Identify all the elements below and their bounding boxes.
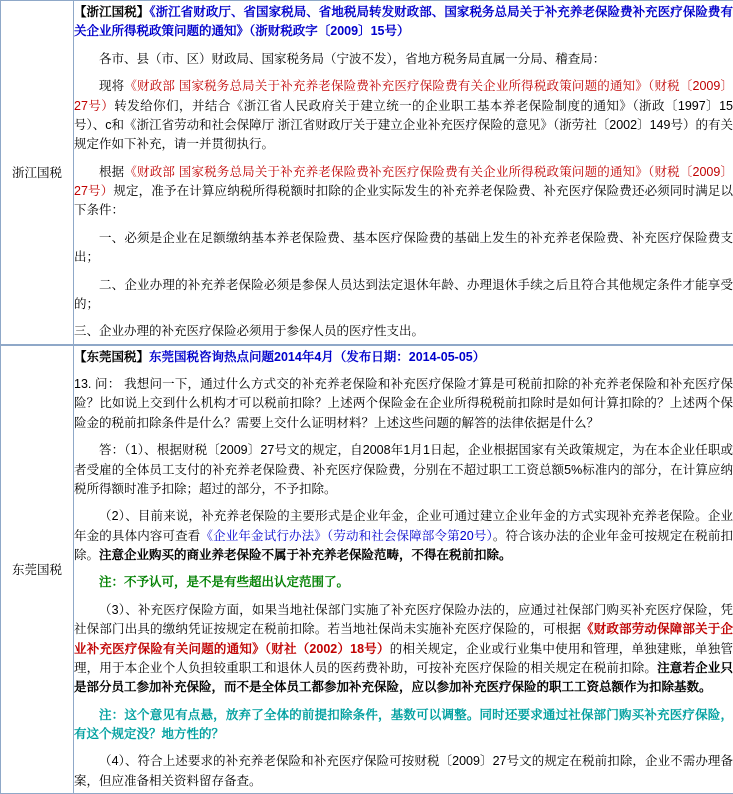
text-run: 的相关规定，企业或行业集中使用和管理，单独建账，单独管理，用于本企业个人负担较重职工和退休人员的医药费补助，可按补充医疗保险的相关规定在税前扣除。 bbox=[74, 642, 733, 675]
paragraph-list-dongguan bbox=[74, 375, 733, 791]
document-number: （浙财税政字〔2009〕15号） bbox=[249, 24, 409, 38]
paragraph bbox=[74, 706, 733, 745]
row-label-dongguan: 东莞国税 bbox=[1, 345, 74, 794]
text-run: 根据 bbox=[99, 165, 124, 179]
text-run: 13. 问： 我想问一下，通过什么方式交的补充养老保险和补充医疗保险才算是可税前扣除的补充养老保险和补充医疗保险？比如说上交到什么机构才可以税前扣除？上述两个保险金在企业所得税税前扣除时是如何计算扣除的？上述两个保险金的税前扣除条件是什么？需要上交什么证明材料？上述这些问题的解答的法律依据是什么？ bbox=[74, 377, 733, 430]
text-run: （4）、符合上述要求的补充养老保险和补充医疗保险可按财税〔2009〕27号文的规定在税前扣除，企业不需办理备案，但应准备相关资料留存备查。 bbox=[74, 754, 733, 787]
table-row bbox=[1, 1, 733, 345]
text-run: 注：不予认可，是不是有些超出认定范围了。 bbox=[99, 575, 349, 589]
text-run: 。符合该办法的企业年金可按规定在税前扣除。 bbox=[74, 529, 733, 562]
paragraph bbox=[74, 276, 733, 315]
paragraph bbox=[74, 50, 733, 69]
paragraph-list-zhejiang bbox=[74, 50, 733, 342]
text-run: 《财政部 国家税务总局关于补充养老保险费补充医疗保险费有关企业所得税政策问题的通知》（财税〔2009〕27号） bbox=[74, 165, 733, 198]
text-run: （3）、补充医疗保险方面，如果当地社保部门实施了补充医疗保险办法的，应通过社保部门购买补充医疗保险，凭社保部门出具的缴纳凭证按规定在税前扣除。若当地社保尚未实施补充医疗保险的，可根据 bbox=[74, 603, 733, 636]
policy-table-body bbox=[1, 1, 733, 794]
text-run: 规定，准予在计算应纳税所得税额时扣除的企业实际发生的补充养老保险费、补充医疗保险费还必须同时满足以下条件： bbox=[74, 184, 733, 217]
document-title: 东莞国税咨询热点问题2014年4月（发布日期：2014-05-05） bbox=[149, 350, 485, 364]
text-run: 《财政部劳动保障部关于企业补充医疗保险有关问题的通知》（财社（2002）18号） bbox=[74, 622, 733, 655]
paragraph bbox=[74, 229, 733, 268]
paragraph bbox=[74, 507, 733, 565]
text-run: 一、必须是企业在足额缴纳基本养老保险费、基本医疗保险费的基础上发生的补充养老保险费、补充医疗保险费支出； bbox=[74, 231, 733, 264]
text-run: 现将 bbox=[99, 79, 124, 93]
text-run: 转发给你们，并结合《浙江省人民政府关于建立统一的企业职工基本养老保险制度的通知》（浙政〔1997〕15号）、c和《浙江省劳动和社会保障厅 浙江省财政厅关于建立企业补充医疗保险的意见》（浙劳社〔2002〕149号）的有关规定作如下补充，请一并贯彻执行。 bbox=[74, 99, 733, 152]
text-run: （2）、目前来说，补充养老保险的主要形式是企业年金，企业可通过建立企业年金的方式实现补充养老保险。企业年金的具体内容可查看 bbox=[74, 509, 733, 542]
paragraph bbox=[74, 375, 733, 433]
document-title: 《浙江省财政厅、省国家税局、省地税局转发财政部、国家税务总局关于补充养老保险费补充医疗保险费有关企业所得税政策问题的通知》 bbox=[74, 5, 733, 38]
row-content-zhejiang bbox=[74, 1, 733, 345]
source-tag: 【东莞国税】 bbox=[74, 350, 149, 364]
text-run: 《财政部 国家税务总局关于补充养老保险费补充医疗保险费有关企业所得税政策问题的通知》（财税〔2009〕27号） bbox=[74, 79, 733, 112]
text-run: 二、企业办理的补充养老保险必须是参保人员达到法定退休年龄、办理退休手续之后且符合其他规定条件才能享受的； bbox=[74, 278, 733, 311]
paragraph bbox=[74, 322, 733, 341]
row-content-dongguan bbox=[74, 345, 733, 794]
paragraph bbox=[74, 77, 733, 155]
row-label-zhejiang: 浙江国税 bbox=[1, 1, 74, 345]
paragraph bbox=[74, 573, 733, 592]
document-heading-zhejiang bbox=[74, 3, 733, 42]
table-row bbox=[1, 345, 733, 794]
text-run: 《企业年金试行办法》（劳动和社会保障部令第20号） bbox=[200, 529, 492, 543]
paragraph bbox=[74, 601, 733, 698]
text-run: 各市、县（市、区）财政局、国家税务局（宁波不发），省地方税务局直属一分局、稽查局： bbox=[99, 52, 605, 66]
text-run: 答：（1）、根据财税〔2009〕27号文的规定，自2008年1月1日起，企业根据国家有关政策规定，为在本企业任职或者受雇的全体员工支付的补充养老保险费、补充医疗保险费，分别在不超过职工工资总额5%标准内的部分，在计算应纳税所得额时准予扣除；超过的部分，不予扣除。 bbox=[74, 443, 733, 496]
text-run: 注意企业购买的商业养老保险不属于补充养老保险范畴，不得在税前扣除。 bbox=[99, 548, 512, 562]
document-heading-dongguan bbox=[74, 348, 733, 367]
text-run: 注意若企业只是部分员工参加补充保险，而不是全体员工都参加补充保险，应以参加补充医疗保险的职工工资总额作为扣除基数。 bbox=[74, 661, 733, 694]
text-run: 三、企业办理的补充医疗保险必须用于参保人员的医疗性支出。 bbox=[74, 324, 424, 338]
paragraph bbox=[74, 163, 733, 221]
paragraph bbox=[74, 752, 733, 791]
source-tag: 【浙江国税】 bbox=[74, 5, 149, 19]
text-run: 注：这个意见有点悬，放弃了全体的前提扣除条件，基数可以调整。同时还要求通过社保部门购买补充医疗保险，有这个规定没？地方性的？ bbox=[74, 708, 733, 741]
paragraph bbox=[74, 441, 733, 499]
